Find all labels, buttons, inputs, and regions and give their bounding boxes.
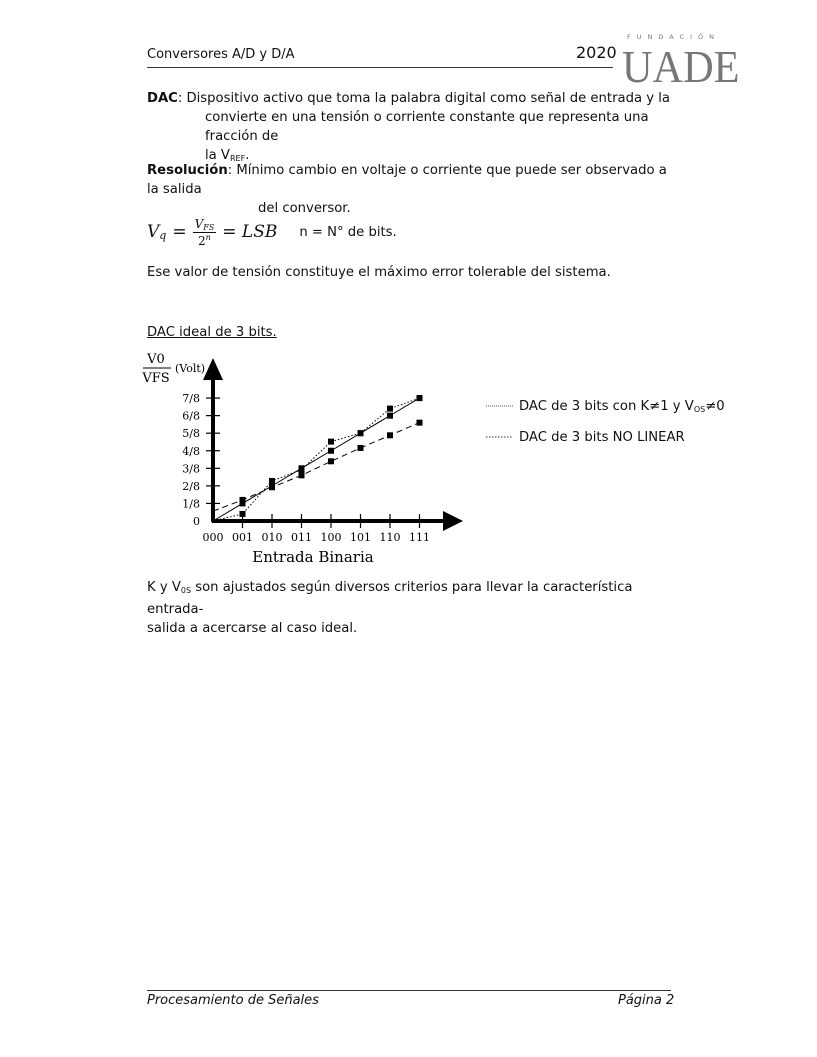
legend-gain-offset: DAC de 3 bits con K≠1 y $V_{OS}\ne 0$ — [519, 399, 725, 414]
legend-nonlinear: DAC de 3 bits NO LINEAR — [519, 430, 685, 445]
y-tick-label: 4/8 — [182, 444, 200, 458]
dac-text-1: : Dispositivo activo que toma la palabra digital como señal de entrada y la — [177, 91, 670, 106]
y-label-numerator: V0 — [147, 352, 165, 367]
res-text-1: : Mínimo cambio en voltaje o corriente que puede ser observado a la salida — [147, 163, 667, 197]
x-axis-label: Entrada Binaria — [252, 548, 374, 566]
y-label-denominator: VFS — [142, 371, 170, 386]
x-tick-label: 000 — [202, 531, 224, 544]
x-tick-label: 110 — [379, 531, 401, 544]
header-year: 2020 — [576, 43, 617, 62]
dac-text-2: convierte en una tensión o corriente constante que representa una fracción de — [205, 110, 649, 144]
data-point-dashed — [240, 497, 246, 503]
data-point-dotted — [240, 511, 246, 517]
footer-course: Procesamiento de Señales — [147, 993, 319, 1008]
y-tick-label: 5/8 — [182, 427, 200, 441]
data-point-dotted — [328, 439, 334, 445]
header-title: Conversores A/D y D/A — [147, 47, 295, 62]
data-point-dashed — [269, 484, 275, 490]
bits-note: n = N° de bits. — [299, 224, 397, 240]
x-tick-label: 100 — [320, 531, 342, 544]
y-tick-label: 3/8 — [182, 462, 200, 476]
x-axis-arrow — [443, 511, 463, 531]
lsb-formula: $V_q$ = $V_{FS}$ 2$^n$ = LSB n = N° de bits. — [147, 216, 397, 248]
data-point-dashed — [387, 432, 393, 438]
res-text-2: del conversor. — [258, 201, 351, 216]
tolerance-text: Ese valor de tensión constituye el máximo error tolerable del sistema. — [147, 265, 611, 280]
y-tick-label: 1/8 — [182, 497, 200, 511]
section-title: DAC ideal de 3 bits. — [147, 325, 277, 340]
data-point-solid — [328, 448, 334, 454]
data-point-dashed — [328, 458, 334, 464]
y-tick-label: 2/8 — [182, 479, 200, 493]
y-label-unit: (Volt) — [175, 362, 206, 375]
footer-divider — [147, 990, 671, 991]
y-tick-label: 0 — [193, 515, 200, 528]
data-point-dotted — [269, 478, 275, 484]
data-point-dotted — [387, 406, 393, 412]
data-point-dotted — [358, 430, 364, 436]
data-point-dotted — [417, 395, 423, 401]
data-point-dashed — [299, 472, 305, 478]
x-tick-label: 010 — [261, 531, 283, 544]
closing-text: K y $V_{0S}$ son ajustados según diversos criterios para llevar la característica entrada- salida a acercarse al caso ideal. — [147, 580, 633, 636]
data-point-solid — [387, 413, 393, 419]
data-point-dashed — [358, 445, 364, 451]
x-tick-label: 101 — [350, 531, 371, 544]
logo-subtitle: FUNDACIÓN — [627, 33, 721, 41]
x-tick-label: 111 — [409, 531, 430, 544]
uade-logo: UADE — [622, 41, 740, 92]
x-tick-label: 011 — [291, 531, 312, 544]
resolution-term: Resolución — [147, 163, 228, 178]
footer-page: Página 2 — [618, 993, 675, 1008]
dac-text-3: la $V_{REF}$. — [205, 148, 250, 163]
x-tick-label: 001 — [232, 531, 253, 544]
y-tick-label: 6/8 — [182, 409, 200, 423]
y-axis-arrow — [203, 358, 223, 380]
dac-term: DAC — [147, 91, 178, 106]
data-point-dashed — [417, 420, 423, 426]
y-tick-label: 7/8 — [182, 392, 200, 406]
data-point-dotted — [299, 467, 305, 473]
